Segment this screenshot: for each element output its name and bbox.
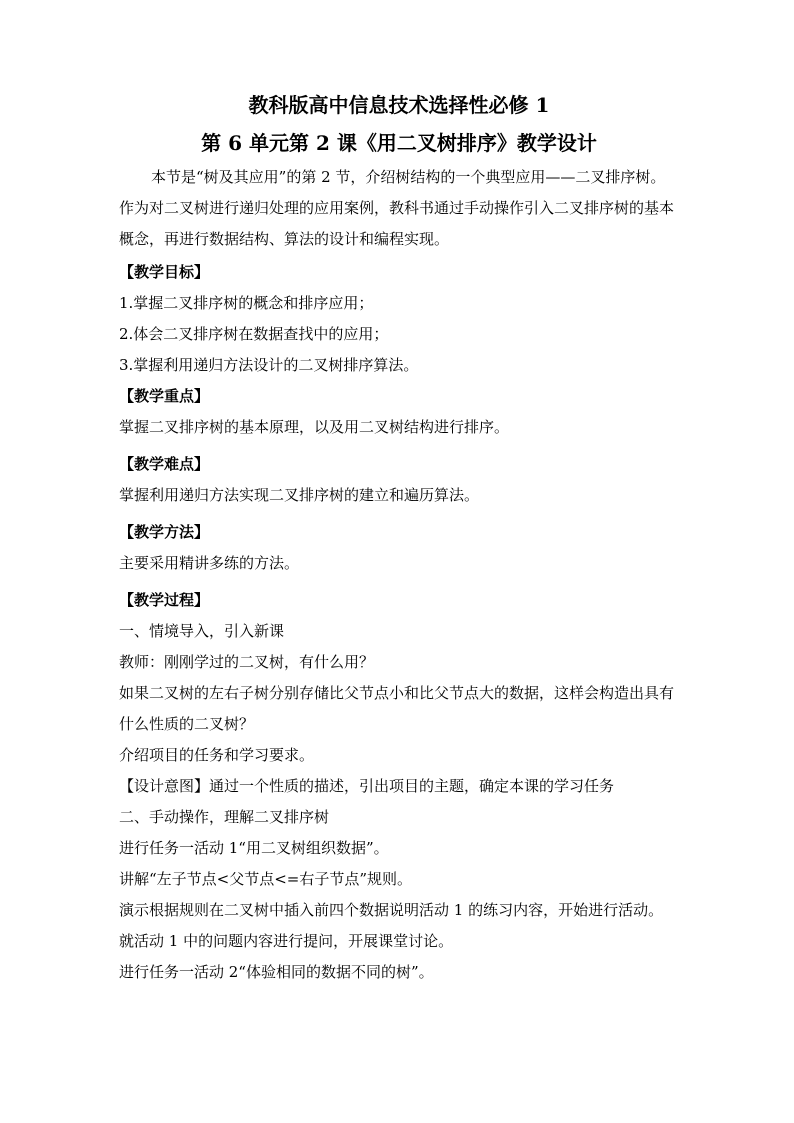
objective-item-3: 3.掌握利用递归方法设计的二叉树排序算法。 [119, 356, 419, 374]
methods-heading: 【教学方法】 [119, 523, 210, 541]
methods-text: 主要采用精讲多练的方法。 [119, 554, 300, 572]
key-points-text: 掌握二叉排序树的基本原理，以及用二叉树结构进行排序。 [119, 418, 510, 436]
process-line-1: 一、情境导入，引入新课 [119, 622, 285, 640]
objectives-heading: 【教学目标】 [119, 263, 210, 281]
objective-item-1: 1.掌握二叉排序树的概念和排序应用； [119, 294, 374, 312]
process-line-11: 进行任务一活动 2“体验相同的数据不同的树”。 [119, 963, 434, 981]
process-line-2: 教师：刚刚学过的二叉树，有什么用？ [119, 653, 375, 671]
document-title-line2: 第 6 单元第 2 课《用二叉树排序》教学设计 [201, 131, 597, 155]
process-line-10: 就活动 1 中的问题内容进行提问，开展课堂讨论。 [119, 932, 454, 950]
process-line-7: 进行任务一活动 1“用二叉树组织数据”。 [119, 839, 389, 857]
process-line-8: 讲解“左子节点<父节点<=右子节点”规则。 [119, 870, 413, 888]
intro-paragraph: 本节是“树及其应用”的第 2 节，介绍树结构的一个典型应用——二叉排序树。作为对二叉树进行递归处理的应用案例，教科书通过手动操作引入二叉排序树的基本概念，再进行数据结构、算法的设计和编程实现。 [119, 168, 675, 248]
key-points-heading: 【教学重点】 [119, 387, 210, 405]
document-page [119, 88, 679, 988]
difficulties-text: 掌握利用递归方法实现二叉排序树的建立和遍历算法。 [119, 486, 480, 504]
document-title-line1: 教科版高中信息技术选择性必修 1 [248, 93, 550, 117]
objective-item-2: 2.体会二叉排序树在数据查找中的应用； [119, 325, 389, 343]
process-line-9: 演示根据规则在二叉树中插入前四个数据说明活动 1 的练习内容，开始进行活动。 [119, 901, 664, 919]
process-line-6: 二、手动操作，理解二叉排序树 [119, 808, 330, 826]
process-heading: 【教学过程】 [119, 591, 210, 609]
difficulties-heading: 【教学难点】 [119, 455, 210, 473]
process-line-3: 如果二叉树的左右子树分别存储比父节点小和比父节点大的数据，这样会构造出具有什么性质的二叉树？ [119, 684, 675, 733]
design-intent-line: 【设计意图】通过一个性质的描述，引出项目的主题，确定本课的学习任务 [119, 777, 615, 795]
process-line-4: 介绍项目的任务和学习要求。 [119, 746, 315, 764]
